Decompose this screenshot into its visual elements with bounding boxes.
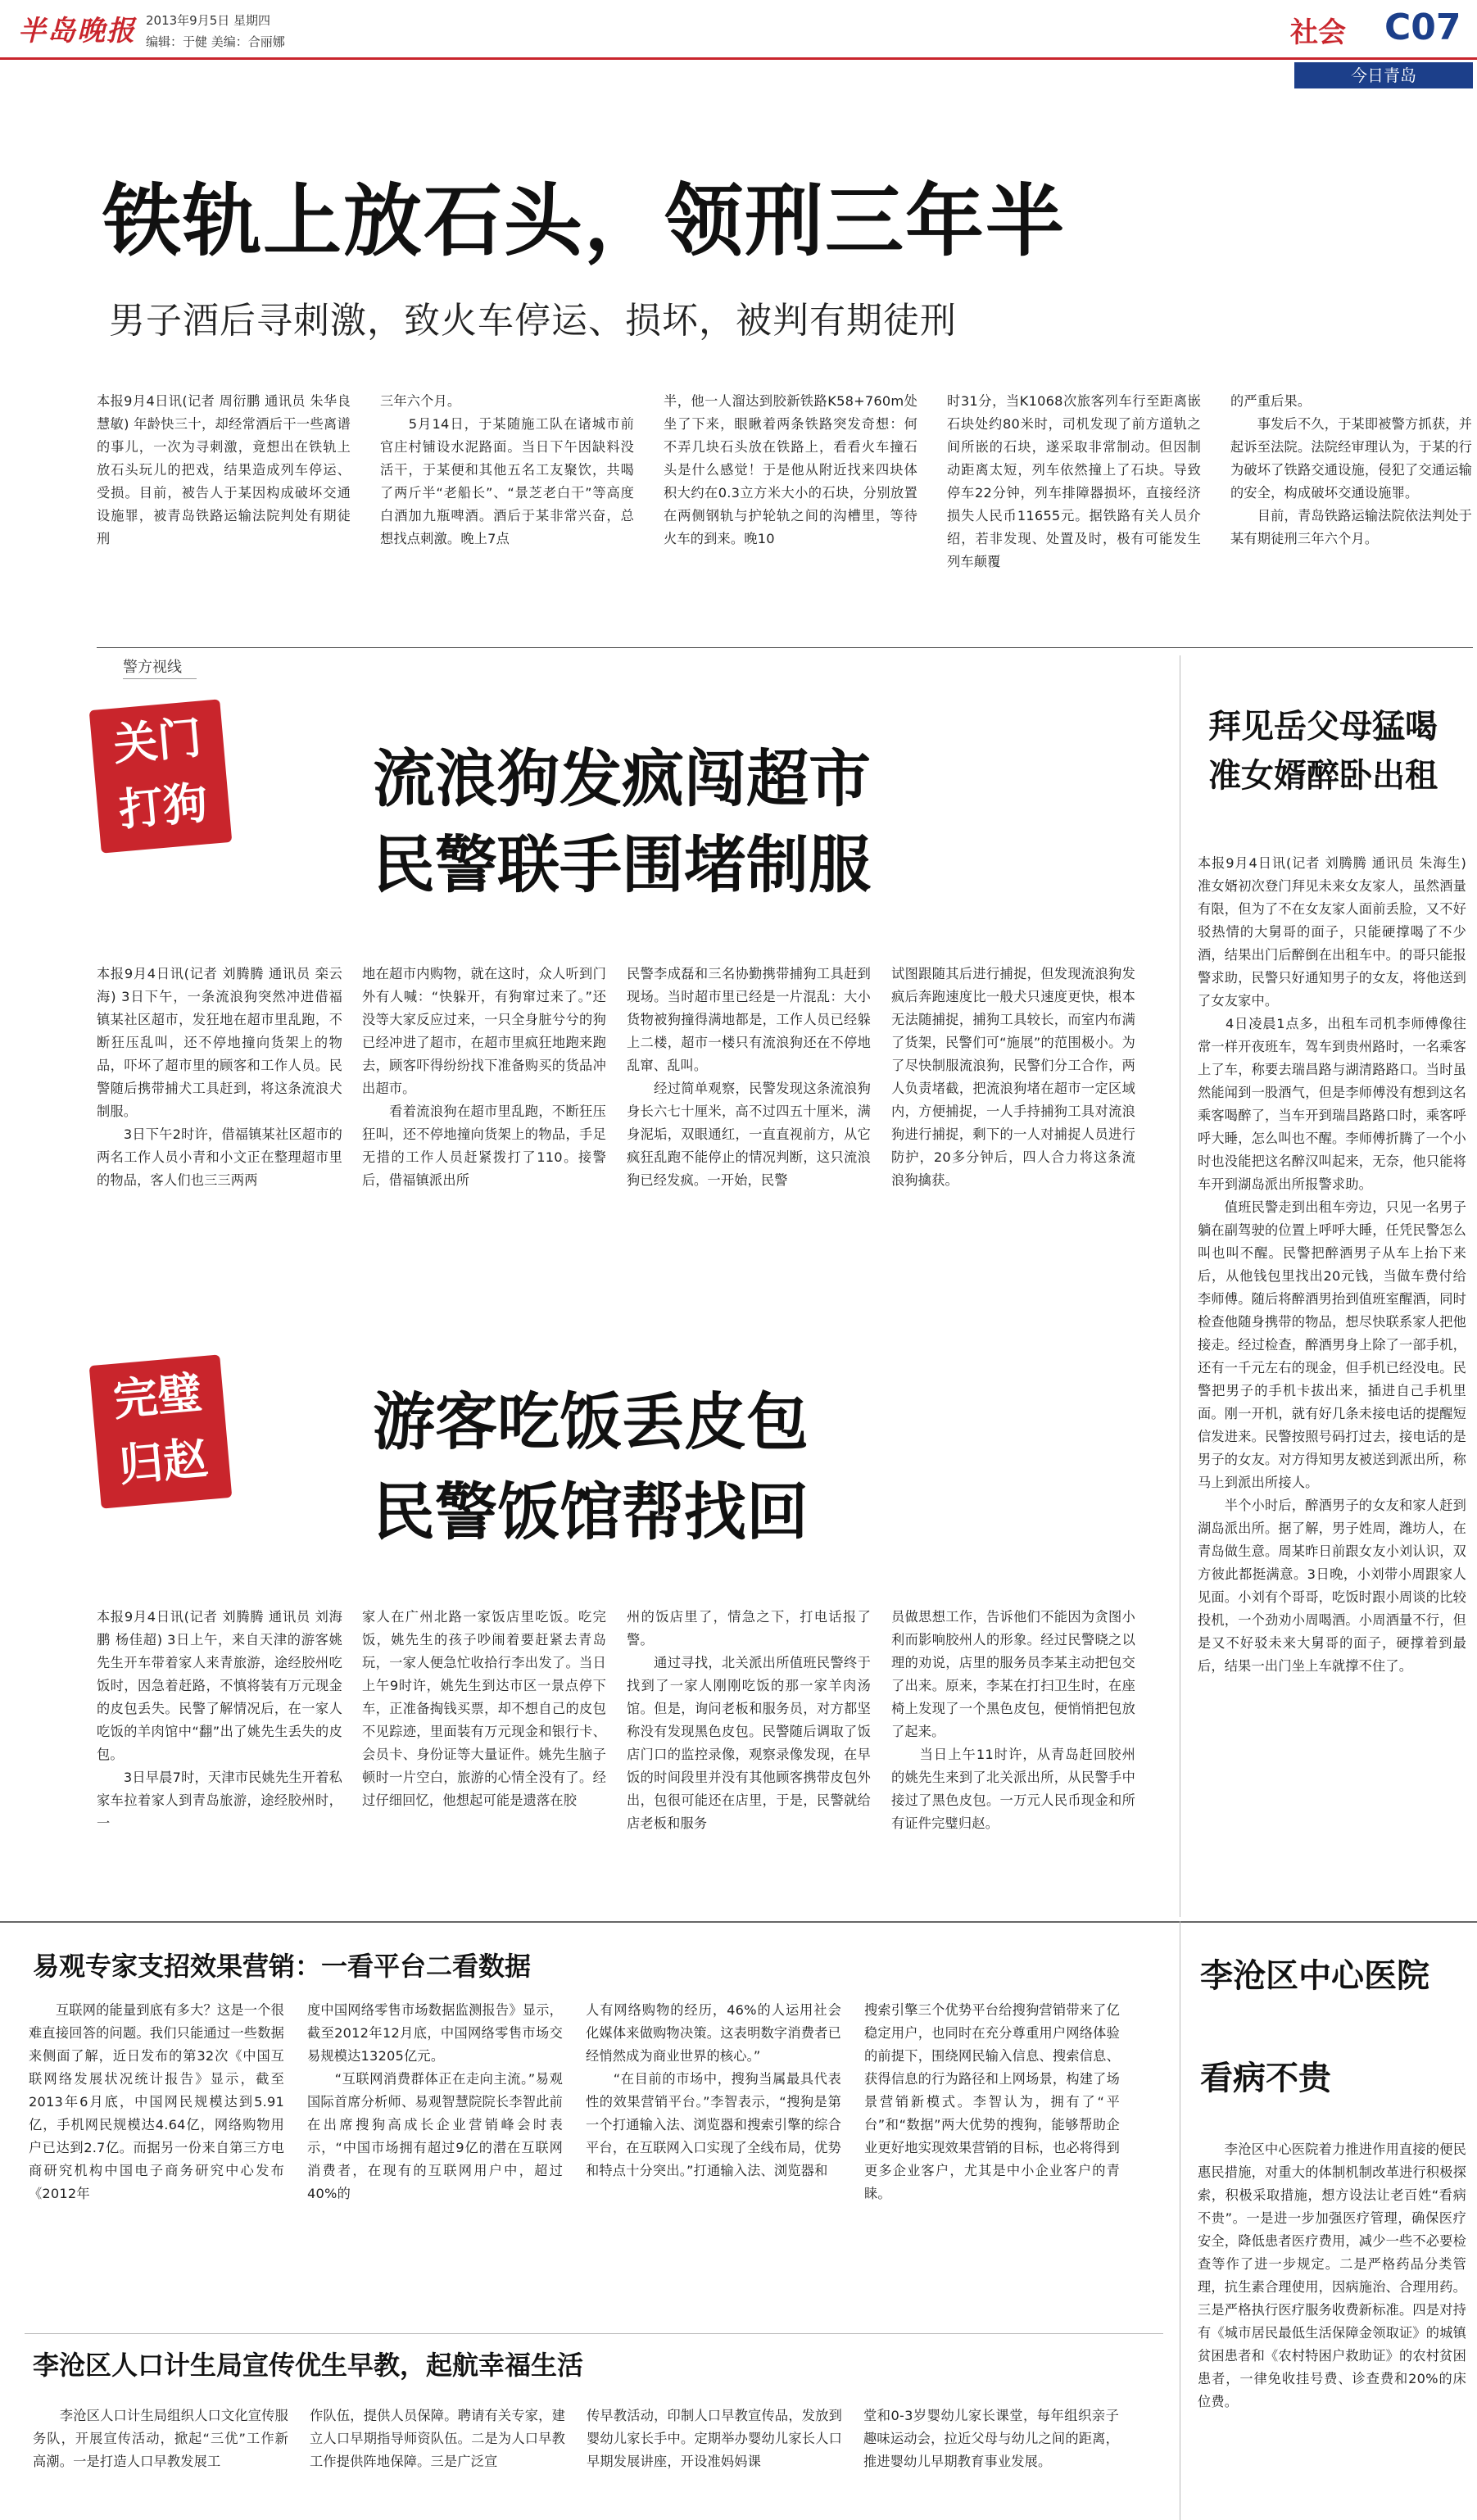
side-ad-headline-2: 看病不贵: [1200, 2060, 1331, 2097]
ad1-column-2: 度中国网络零售市场数据监测报告》显示，截至2012年12月底，中国网络零售市场交易规模达13205亿元。 “互联网消费群体正在走向主流。”易观国际首席分析师、易观智慧院院长李智此前在出席搜狗高成长企业营销峰会时表示，“中国市场拥有超过9亿的潜在互联网消费者，在现有的互联网用户中，超过40%的: [307, 2002, 563, 2201]
side-story-headline-1: 拜见岳父母猛喝: [1208, 708, 1438, 746]
bag-story-stamp: 完璧归赵: [89, 1354, 233, 1508]
ad1-column-3: 人有网络购物的经历，46%的人运用社会化媒体来做购物决策。这表明数字消费者已经悄然成为商业世界的核心。” “在目前的市场中，搜狗当属最具代表性的效果营销平台。”李智表示，“搜狗是第一个打通输入法、浏览器和搜索引擎的综合平台，在互联网入口实现了全线布局，优势和特点十分突出。”打通输入法、浏览器和: [586, 2002, 841, 2178]
section-subtitle: 今日青岛: [1294, 62, 1473, 88]
lead-column-1: 本报9月4日讯(记者 周衍鹏 通讯员 朱华良 慧敏) 年龄快三十，却经常酒后干一些离谱的事儿，一次为寻刺激，竟想出在铁轨上放石头玩儿的把戏，结果造成列车停运、受损。目前，被告人于某因构成破坏交通设施罪，被青岛铁路运输法院判处有期徒刑: [97, 393, 351, 546]
bag-story-headline-2: 民警饭馆帮找回: [373, 1475, 809, 1548]
bag-story-column-2: 家人在广州北路一家饭店里吃饭。吃完饭，姚先生的孩子吵闹着要赶紧去青岛玩，一家人便急忙收拾行李出发了。当日上午9时许，姚先生到达市区一景点停下车，正准备掏钱买票，却不想自己的皮包不见踪迹，里面装有万元现金和银行卡、会员卡、身份证等大量证件。姚先生脑子顿时一片空白，旅游的心情全没有了。经过仔细回忆，他想起可能是遗落在胶: [362, 1609, 606, 1808]
editor-credits: 编辑：于健 美编：合丽娜: [146, 34, 285, 49]
lead-subheadline: 男子酒后寻刺激，致火车停运、损坏，被判有期徒刑: [109, 300, 957, 342]
issue-date: 2013年9月5日 星期四: [146, 13, 271, 28]
lead-headline: 铁轨上放石头，领刑三年半: [102, 175, 1066, 267]
lead-column-3: 半，他一人溜达到胶新铁路K58+760m处坐了下来，眼瞅着两条铁路突发奇想：何不弄几块石头放在铁路上，看看火车撞石头是什么感觉！于是他从附近找来四块体积大约在0.3立方米大小的石块，分别放置在两侧钢轨与护轮轨之间的沟槽里，等待火车的到来。晚10: [664, 393, 917, 546]
dog-story-column-3: 民警李成磊和三名协勤携带捕狗工具赶到现场。当时超市里已经是一片混乱：大小货物被狗撞得满地都是，工作人员已经躲上二楼，超市一楼只有流浪狗还在不停地乱窜、乱叫。 经过简单观察，民警发现这条流浪狗身长六七十厘米，高不过四五十厘米，满身泥垢，双眼通红，一直直视前方，从它疯狂乱跑不能停止的情况判断，这只流浪狗已经发疯。一开始，民警: [627, 966, 871, 1188]
bag-story-column-3: 州的饭店里了，情急之下，打电话报了警。 通过寻找，北关派出所值班民警终于找到了一家人刚刚吃饭的那一家羊肉汤馆。但是，询问老板和服务员，对方都坚称没有发现黑色皮包。民警随后调取了饭店门口的监控录像，观察录像发现，在早饭的时间段里并没有其他顾客携带皮包外出，包很可能还在店里，于是，民警就给店老板和服务: [627, 1609, 871, 1831]
dog-story-headline-1: 流浪狗发疯闯超市: [373, 742, 871, 815]
side-ad-headline-1: 李沧区中心医院: [1200, 1957, 1429, 1995]
bag-story-headline-1: 游客吃饭丢皮包: [373, 1385, 809, 1458]
lead-column-5: 的严重后果。 事发后不久，于某即被警方抓获，并起诉至法院。法院经审理认为，于某的行为破坏了铁路交通设施，侵犯了交通运输的安全，构成破坏交通设施罪。 目前，青岛铁路运输法院依法判处于某有期徒刑三年六个月。: [1230, 393, 1472, 546]
dog-story-headline-2: 民警联手围堵制服: [373, 828, 871, 901]
ad2-column-3: 传早教活动，印制人口早教宣传品，发放到婴幼儿家长手中。定期举办婴幼儿家长人口早期发展讲座，开设准妈妈课: [587, 2408, 842, 2469]
ad2-divider: [25, 2333, 1163, 2334]
ad2-headline: 李沧区人口计生局宣传优生早教，起航幸福生活: [33, 2350, 584, 2381]
dog-story-stamp: 关门打狗: [89, 699, 233, 853]
dog-story-column-2: 地在超市内购物，就在这时，众人听到门外有人喊：“快躲开，有狗窜过来了。”还没等大家反应过来，一只全身脏兮兮的狗已经冲进了超市，在超市里疯狂地跑来跑去，顾客吓得纷纷找下准备购买的货品冲出超市。 看着流浪狗在超市里乱跑，不断狂压狂叫，还不停地撞向货架上的物品，手足无措的工作人员赶紧拨打了110。接警后，借福镇派出所: [362, 966, 606, 1188]
lead-column-4: 时31分，当K1068次旅客列车行至距离嵌石块处约80米时，司机发现了前方道轨之间所嵌的石块，遂采取非常制动。但因制动距离太短，列车依然撞上了石块。导致停车22分钟，列车排障器损坏，直接经济损失人民币11655元。据铁路有关人员介绍，若非发现、处置及时，极有可能发生列车颠覆: [947, 393, 1201, 569]
ad2-column-1: 李沧区人口计生局组织人口文化宣传服务队，开展宣传活动，掀起“三优”工作新高潮。一是打造人口早教发展工: [33, 2408, 288, 2469]
header-rule: [0, 57, 1477, 60]
bag-story-column-1: 本报9月4日讯(记者 刘腾腾 通讯员 刘海鹏 杨佳超) 3日上午，来自天津的游客姚先生开车带着家人来青旅游，途经胶州吃饭时，因急着赶路，不慎将装有万元现金的皮包丢失。民警了解情况后，在一家人吃饭的羊肉馆中“翻”出了姚先生丢失的皮包。 3日早晨7时，天津市民姚先生开着私家车拉着家人到青岛旅游，途经胶州时，一: [97, 1609, 342, 1831]
ad1-headline: 易观专家支招效果营销：一看平台二看数据: [33, 1951, 532, 1982]
page-number: C07: [1384, 7, 1461, 48]
side-story-text: 本报9月4日讯(记者 刘腾腾 通讯员 朱海生) 准女婿初次登门拜见未来女友家人，虽然酒量有限，但为了不在女友家人面前丢脸，又不好驳热情的大舅哥的面子，只能硬撑喝了不少酒，结果出门后醉倒在出租车中。的哥只能报警求助，民警只好通知男子的女友，将他送到了女友家中。 4日凌晨1点多，出租车司机李师傅像往常一样开夜班车，驾车到贵州路时，一名乘客上了车，称要去瑞昌路与湖清路路口。当时虽然能闻到一股酒气，但是李师傅没有想到这名乘客喝醉了，当车开到瑞昌路路口时，乘客呼呼大睡，怎么叫也不醒。李师傅折腾了一个小时也没能把这名醉汉叫起来，无奈，他只能将车开到湖岛派出所报警求助。 值班民警走到出租车旁边，只见一名男子躺在副驾驶的位置上呼呼大睡，任凭民警怎么叫也叫不醒。民警把醉酒男子从车上抬下来后，从他钱包里找出20元钱，当做车费付给李师傅。随后将醉酒男抬到值班室醒酒，同时检查他随身携带的物品，想尽快联系家人把他接走。经过检查，醉酒男身上除了一部手机，还有一千元左右的现金，但手机已经没电。民警把男子的手机卡拔出来，插进自己手机里面。刚一开机，就有好几条未接电话的提醒短信发进来。民警按照号码打过去，接电话的是男子的女友。对方得知男友被送到派出所，称马上到派出所接人。 半个小时后，醉酒男子的女友和家人赶到湖岛派出所。据了解，男子姓周，潍坊人，在青岛做生意。周某昨日前跟女友小刘认识，双方彼此都挺满意。3日晚，小刘带小周跟家人见面。小刘有个哥哥，吃饭时跟小周谈的比较投机，一个劲劝小周喝酒。小周酒量不行，但是又不好驳未来大舅哥的面子，硬撑着到最后，结果一出门坐上车就撑不住了。: [1198, 855, 1466, 1674]
lead-column-2: 三年六个月。 5月14日，于某随施工队在诸城市前官庄村铺设水泥路面。当日下午因缺料没活干，于某便和其他五名工友聚饮，共喝了两斤半“老船长”、“景芝老白干”等高度白酒加九瓶啤酒。酒后于某非常兴奋，总想找点刺激。晚上7点: [380, 393, 634, 546]
side-ad-text: 李沧区中心医院着力推进作用直接的便民惠民措施，对重大的体制机制改革进行积极探索，积极采取措施，想方设法让老百姓“看病不贵”。一是进一步加强医疗管理，确保医疗安全，降低患者医疗费用，减少一些不必要检查等作了进一步规定。二是严格药品分类管理，抗生素合理使用，因病施治、合理用药。三是严格执行医疗服务收费新标准。四是对持有《城市居民最低生活保障金领取证》的城镇贫困患者和《农村特困户救助证》的农村贫困患者，一律免收挂号费、诊查费和20%的床位费。: [1198, 2142, 1466, 2409]
dog-story-column-1: 本报9月4日讯(记者 刘腾腾 通讯员 栾云海) 3日下午，一条流浪狗突然冲进借福镇某社区超市，发狂地在超市里乱跑，不断狂压乱叫，还不停地撞向货架上的物品，吓坏了超市里的顾客和工作人员。民警随后携带捕犬工具赶到，将这条流浪犬制服。 3日下午2时许，借福镇某社区超市的两名工作人员小青和小文正在整理超市里的物品，客人们也三三两两: [97, 966, 342, 1188]
section-divider: [97, 647, 1473, 648]
bag-story-column-4: 员做思想工作，告诉他们不能因为贪图小利而影响胶州人的形象。经过民警晓之以理的劝说，店里的服务员李某主动把包交了出来。原来，李某在打扫卫生时，在座椅上发现了一个黑色皮包，便悄悄把包放了起来。 当日上午11时许，从青岛赶回胶州的姚先生来到了北关派出所，从民警手中接过了黑色皮包。一万元人民币现金和所有证件完璧归赵。: [891, 1609, 1135, 1831]
ad-divider-top: [0, 1921, 1477, 1923]
ad1-column-1: 互联网的能量到底有多大？这是一个很难直接回答的问题。我们只能通过一些数据来侧面了解，近日发布的第32次《中国互联网络发展状况统计报告》显示，截至2013年6月底，中国网民规模达到5.91亿，手机网民规模达4.64亿，网络购物用户已达到2.7亿。而据另一份来自第三方电商研究机构中国电子商务研究中心发布《2012年: [29, 2002, 284, 2201]
police-view-tag: 警方视线: [123, 655, 197, 679]
section-name: 社会: [1290, 16, 1346, 49]
dog-story-column-4: 试图跟随其后进行捕捉，但发现流浪狗发疯后奔跑速度比一般犬只速度更快，根本无法随捕捉，捕狗工具较长，而室内布满了货架，民警们可“施展”的范围极小。为了尽快制服流浪狗，民警们分工合作，两人负责堵截，把流浪狗堵在超市一定区域内，方便捕捉，一人手持捕狗工具对流浪狗进行捕捉，剩下的一人对捕捉人员进行防护，20多分钟后，四人合力将这条流浪狗擒获。: [891, 966, 1135, 1188]
ad2-column-4: 堂和0-3岁婴幼儿家长课堂，每年组织亲子趣味运动会，拉近父母与幼儿之间的距离，推进婴幼儿早期教育事业发展。: [863, 2408, 1119, 2469]
masthead-logo: 半岛晚报: [18, 15, 136, 48]
side-story-headline-2: 准女婿醉卧出租: [1208, 757, 1438, 795]
ad2-column-2: 作队伍，提供人员保障。聘请有关专家，建立人口早期指导师资队伍。二是为人口早教工作提供阵地保障。三是广泛宣: [310, 2408, 565, 2469]
ad1-column-4: 搜索引擎三个优势平台给搜狗营销带来了亿稳定用户，也同时在充分尊重用户网络体验的前提下，围绕网民输入信息、搜索信息、获得信息的行为路径和上网场景，构建了场景营销新模式。李智认为，拥有了“平台”和“数据”两大优势的搜狗，能够帮助企业更好地实现效果营销的目标，也必将得到更多企业客户，尤其是中小企业客户的青睐。: [864, 2002, 1120, 2201]
